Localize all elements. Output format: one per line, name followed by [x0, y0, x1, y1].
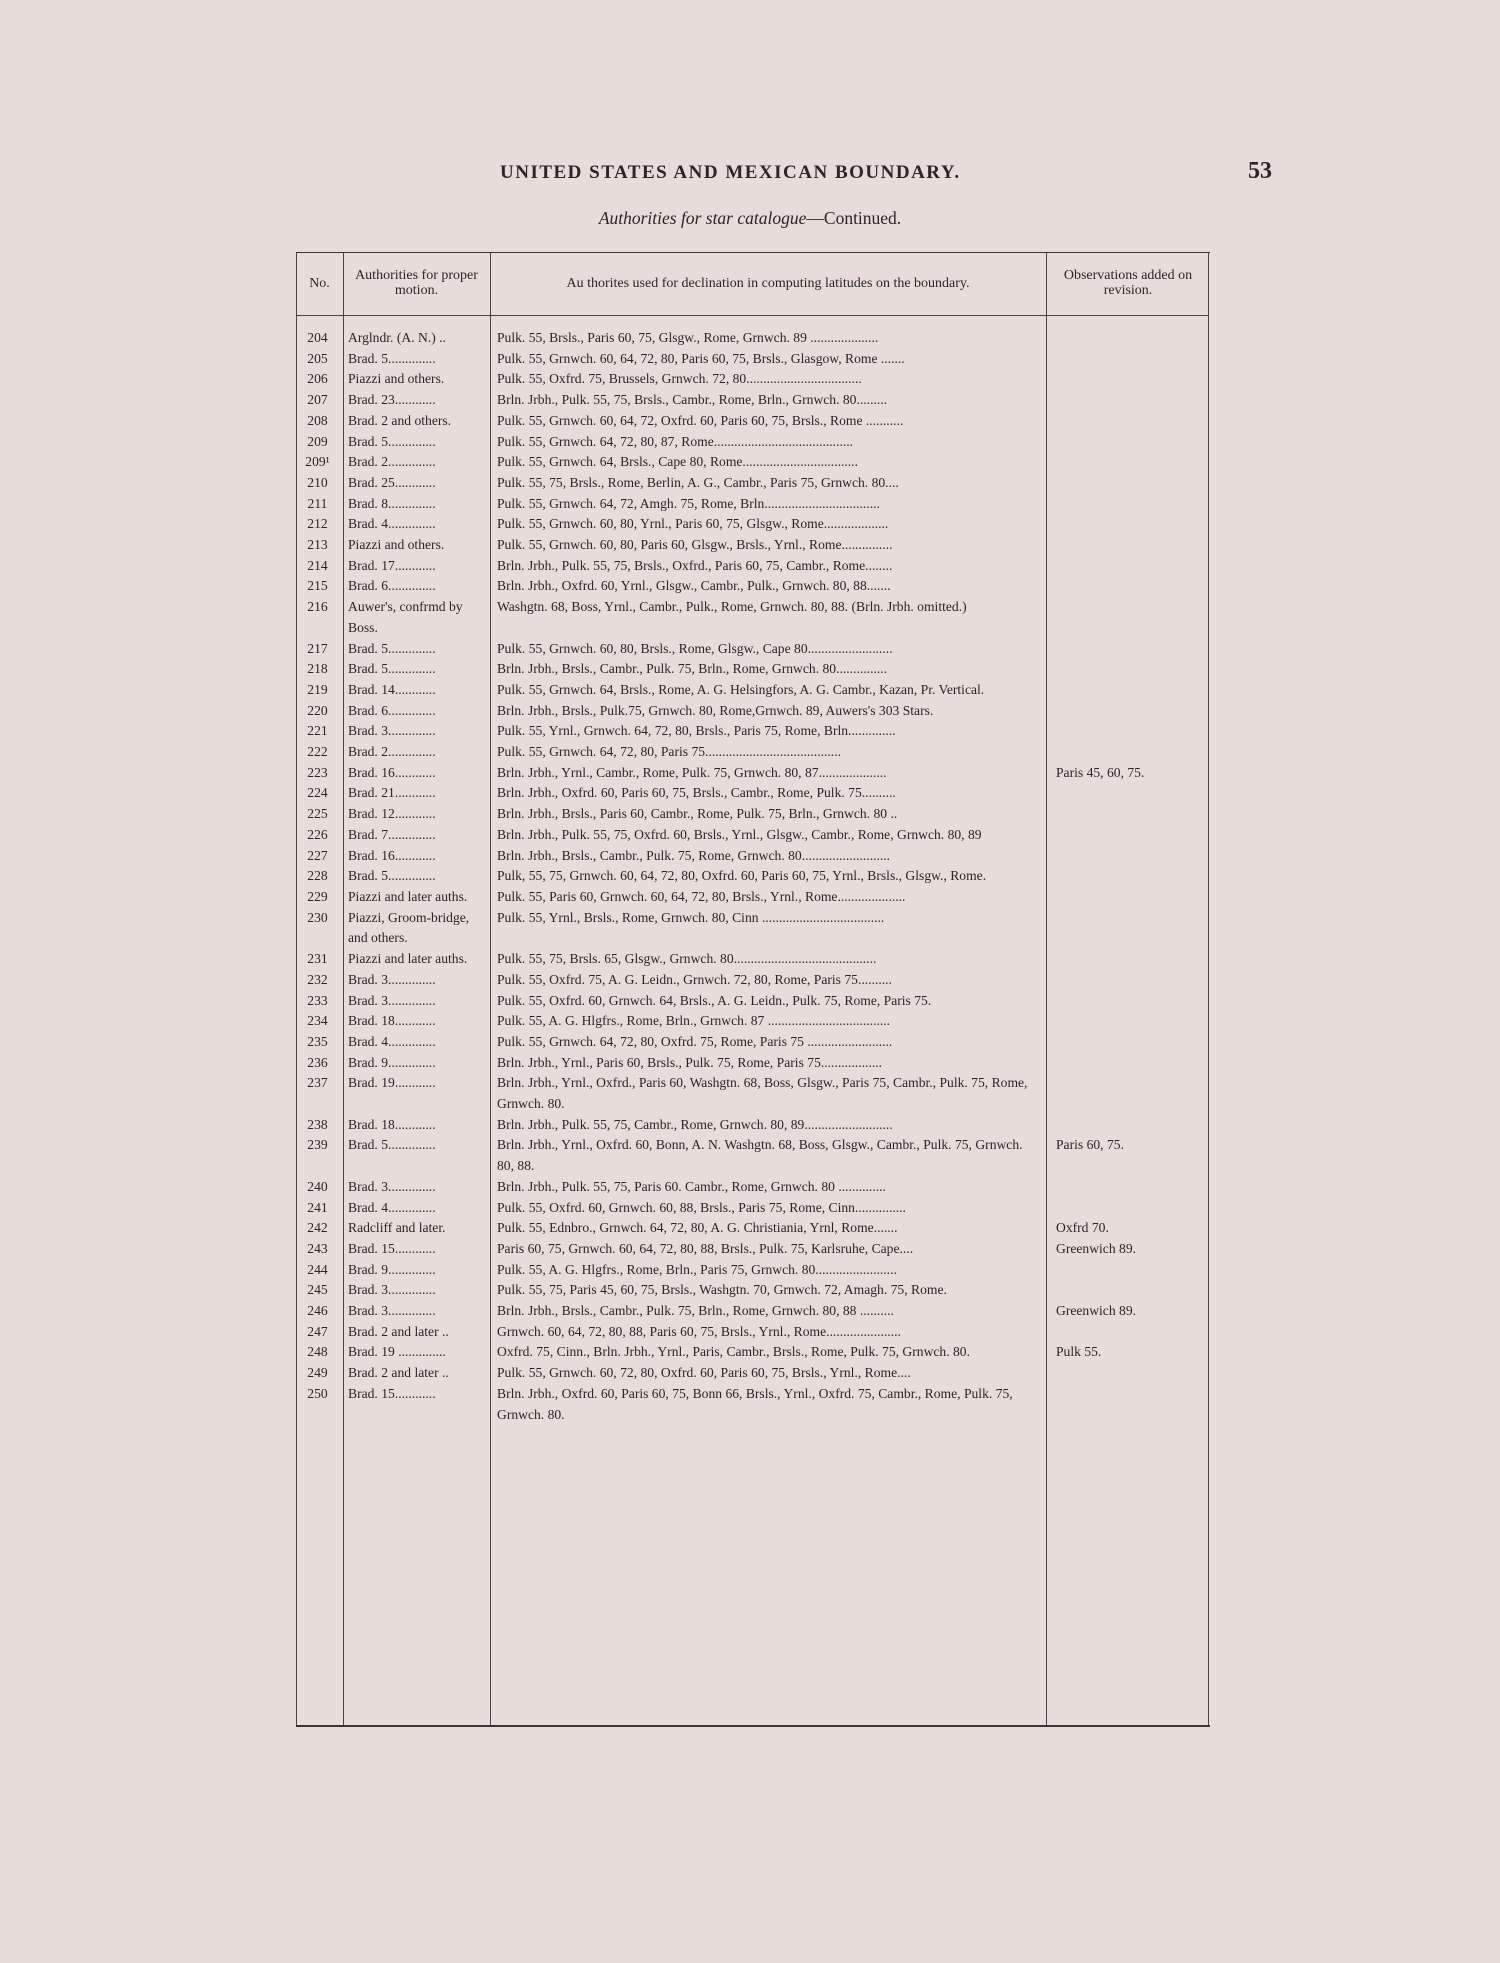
observations-cell [1046, 576, 1210, 597]
proper-motion-cell: Brad. 9.............. [348, 1054, 436, 1070]
observations-cell [1046, 494, 1210, 515]
row-number: 217 [307, 640, 328, 656]
declination-cell: Pulk. 55, Grnwch. 64, 72, 80, 87, Rome......................................... [497, 433, 854, 449]
table-row [296, 1115, 1210, 1136]
proper-motion-cell: Brad. 18............ [348, 1116, 436, 1132]
row-number: 229 [307, 888, 328, 904]
observations-cell [1046, 349, 1210, 370]
row-number: 220 [307, 702, 328, 718]
declination-cell: Grnwch. 60, 64, 72, 80, 88, Paris 60, 75, Brsls., Yrnl., Rome...................... [497, 1323, 901, 1339]
table-row [296, 494, 1210, 515]
table-row [296, 908, 1210, 949]
proper-motion-cell: Radcliff and later. [348, 1220, 446, 1236]
observations-cell [1046, 1322, 1210, 1343]
row-number: 226 [307, 826, 328, 842]
declination-cell: Pulk. 55, A. G. Hlgfrs., Rome, Brln., Grnwch. 87 .................................... [497, 1013, 891, 1029]
proper-motion-cell: Brad. 5.............. [348, 640, 436, 656]
table-row [296, 970, 1210, 991]
table-row [296, 742, 1210, 763]
table-row [296, 825, 1210, 846]
table-row [296, 473, 1210, 494]
row-number: 232 [307, 971, 328, 987]
observations-cell [1046, 866, 1210, 887]
proper-motion-cell: Brad. 2 and later .. [348, 1323, 449, 1339]
proper-motion-cell: Piazzi and later auths. [348, 888, 468, 904]
table-row [296, 1053, 1210, 1074]
row-number: 223 [307, 764, 328, 780]
declination-cell: Brln. Jrbh., Yrnl., Paris 60, Brsls., Pulk. 75, Rome, Paris 75.................. [497, 1054, 883, 1070]
table-row [296, 1239, 1210, 1260]
observations-cell [1046, 721, 1210, 742]
row-number: 209¹ [305, 454, 330, 470]
observations-cell [1046, 639, 1210, 660]
table-row [296, 452, 1210, 473]
declination-cell: Pulk. 55, 75, Brsls. 65, Glsgw., Grnwch. 80.......................................... [497, 951, 877, 967]
declination-cell: Brln. Jrbh., Brsls., Cambr., Pulk. 75, Brln., Rome, Grnwch. 80, 88 .......... [497, 1303, 894, 1319]
row-number: 245 [307, 1282, 328, 1298]
declination-cell: Pulk. 55, Grnwch. 64, Brsls., Rome, A. G. Helsingfors, A. G. Cambr., Kazan, Pr. Vertical. [497, 681, 985, 697]
observations-cell [1046, 1073, 1210, 1114]
declination-cell: Brln. Jrbh., Yrnl., Cambr., Rome, Pulk. 75, Grnwch. 80, 87.................... [497, 764, 887, 780]
declination-cell: Washgtn. 68, Boss, Yrnl., Cambr., Pulk., Rome, Grnwch. 80, 88. (Brln. Jrbh. omitted.) [497, 599, 967, 615]
proper-motion-cell: Brad. 6.............. [348, 702, 436, 718]
observations-cell [1046, 1011, 1210, 1032]
table-row [296, 556, 1210, 577]
proper-motion-cell: Brad. 6.............. [348, 578, 436, 594]
row-number: 211 [307, 495, 328, 511]
declination-cell: Pulk. 55, Grnwch. 64, Brsls., Cape 80, Rome.................................. [497, 454, 858, 470]
declination-cell: Brln. Jrbh., Brsls., Paris 60, Cambr., Rome, Pulk. 75, Brln., Grnwch. 80 .. [497, 806, 898, 822]
table-row [296, 1384, 1210, 1425]
table-row [296, 680, 1210, 701]
table-row [296, 1011, 1210, 1032]
row-number: 231 [307, 951, 328, 967]
proper-motion-cell: Brad. 15............ [348, 1385, 436, 1401]
table-body [296, 253, 1210, 1425]
declination-cell: Brln. Jrbh., Brsls., Pulk.75, Grnwch. 80, Rome,Grnwch. 89, Auwers's 303 Stars. [497, 702, 934, 718]
observations-cell [1046, 908, 1210, 949]
proper-motion-cell: Brad. 14............ [348, 681, 436, 697]
declination-cell: Pulk. 55, Oxfrd. 75, A. G. Leidn., Grnwch. 72, 80, Rome, Paris 75.......... [497, 971, 892, 987]
declination-cell: Pulk. 55, Yrnl., Grnwch. 64, 72, 80, Brsls., Paris 75, Rome, Brln.............. [497, 723, 896, 739]
table-row [296, 1260, 1210, 1281]
col-header-observations: Observations added on revision. [1063, 268, 1193, 298]
observations-cell [1046, 846, 1210, 867]
proper-motion-cell: Auwer's, confrmd by Boss. [348, 599, 463, 635]
row-number: 241 [307, 1199, 328, 1215]
proper-motion-cell: Brad. 2 and later .. [348, 1365, 449, 1381]
observations-cell [1046, 390, 1210, 411]
declination-cell: Brln. Jrbh., Pulk. 55, 75, Paris 60. Cambr., Rome, Grnwch. 80 .............. [497, 1178, 886, 1194]
row-number: 230 [307, 909, 328, 925]
declination-cell: Brln. Jrbh., Pulk. 55, 75, Cambr., Rome, Grnwch. 80, 89.......................... [497, 1116, 893, 1132]
observations-cell: Greenwich 89. [1056, 1303, 1137, 1319]
table-row [296, 1218, 1210, 1239]
row-number: 238 [307, 1116, 328, 1132]
table-row [296, 411, 1210, 432]
proper-motion-cell: Brad. 18............ [348, 1013, 436, 1029]
row-number: 235 [307, 1033, 328, 1049]
proper-motion-cell: Brad. 16............ [348, 847, 436, 863]
declination-cell: Pulk. 55, Grnwch. 60, 80, Paris 60, Glsgw., Brsls., Yrnl., Rome............... [497, 537, 893, 553]
declination-cell: Paris 60, 75, Grnwch. 60, 64, 72, 80, 88, Brsls., Pulk. 75, Karlsruhe, Cape.... [497, 1240, 914, 1256]
proper-motion-cell: Brad. 3.............. [348, 1282, 436, 1298]
row-number: 213 [307, 537, 328, 553]
star-catalogue-table [296, 252, 1210, 1727]
table-row [296, 514, 1210, 535]
row-number: 208 [307, 412, 328, 428]
observations-cell [1046, 473, 1210, 494]
row-number: 250 [307, 1385, 328, 1401]
col-header-declination: Au thorites used for declination in computing latitudes on the boundary. [566, 275, 970, 291]
row-number: 210 [307, 474, 328, 490]
proper-motion-cell: Brad. 12............ [348, 806, 436, 822]
row-number: 204 [307, 330, 328, 345]
table-row [296, 1177, 1210, 1198]
declination-cell: Pulk. 55, Yrnl., Brsls., Rome, Grnwch. 80, Cinn .................................... [497, 909, 885, 925]
proper-motion-cell: Brad. 4.............. [348, 1033, 436, 1049]
observations-cell [1046, 804, 1210, 825]
row-number: 214 [307, 557, 328, 573]
declination-cell: Brln. Jrbh., Oxfrd. 60, Paris 60, 75, Bonn 66, Brsls., Yrnl., Oxfrd. 75, Cambr., Rome, Pulk. 75, Grnwch. 80. [497, 1385, 1013, 1422]
row-number: 218 [307, 661, 328, 677]
row-number: 246 [307, 1303, 328, 1319]
observations-cell [1046, 949, 1210, 970]
observations-cell [1046, 556, 1210, 577]
col-header-no: No. [309, 275, 330, 291]
observations-cell [1046, 825, 1210, 846]
declination-cell: Pulk. 55, Grnwch. 64, 72, Amgh. 75, Rome, Brln.................................. [497, 495, 880, 511]
declination-cell: Pulk, 55, 75, Grnwch. 60, 64, 72, 80, Oxfrd. 60, Paris 60, 75, Yrnl., Brsls., Glsgw., Rome. [497, 868, 987, 884]
observations-cell [1046, 514, 1210, 535]
table-row [296, 576, 1210, 597]
proper-motion-cell: Brad. 19............ [348, 1075, 436, 1091]
table-row [296, 991, 1210, 1012]
observations-cell [1046, 411, 1210, 432]
proper-motion-cell: Brad. 2.............. [348, 744, 436, 760]
table-row [296, 369, 1210, 390]
table-row [296, 887, 1210, 908]
proper-motion-cell: Brad. 7.............. [348, 826, 436, 842]
row-number: 216 [307, 599, 328, 615]
proper-motion-cell: Brad. 3.............. [348, 971, 436, 987]
table-row [296, 1363, 1210, 1384]
table-row [296, 597, 1210, 638]
row-number: 205 [307, 350, 328, 366]
declination-cell: Pulk. 55, Ednbro., Grnwch. 64, 72, 80, A. G. Christiania, Yrnl, Rome....... [497, 1220, 898, 1236]
observations-cell [1046, 1280, 1210, 1301]
proper-motion-cell: Brad. 23............ [348, 392, 436, 408]
declination-cell: Brln. Jrbh., Yrnl., Oxfrd., Paris 60, Washgtn. 68, Boss, Glsgw., Paris 75, Cambr., Pulk. 75, Rome, Grnwch. 80. [497, 1075, 1028, 1112]
table-row [296, 1032, 1210, 1053]
declination-cell: Pulk. 55, Grnwch. 64, 72, 80, Oxfrd. 75, Rome, Paris 75 ......................... [497, 1033, 893, 1049]
declination-cell: Brln. Jrbh., Brsls., Cambr., Pulk. 75, Rome, Grnwch. 80.......................... [497, 847, 891, 863]
observations-cell [1046, 328, 1210, 349]
proper-motion-cell: Brad. 5.............. [348, 1137, 436, 1153]
declination-cell: Brln. Jrbh., Pulk. 55, 75, Brsls., Cambr., Rome, Brln., Grnwch. 80......... [497, 392, 888, 408]
declination-cell: Pulk. 55, Grnwch. 64, 72, 80, Paris 75........................................ [497, 744, 841, 760]
row-number: 207 [307, 392, 328, 408]
observations-cell [1046, 452, 1210, 473]
table-row [296, 783, 1210, 804]
table-row [296, 763, 1210, 784]
observations-cell [1046, 701, 1210, 722]
proper-motion-cell: Piazzi and later auths. [348, 951, 468, 967]
running-title: UNITED STATES AND MEXICAN BOUNDARY. [500, 162, 961, 183]
row-number: 225 [307, 806, 328, 822]
declination-cell: Brln. Jrbh., Oxfrd. 60, Paris 60, 75, Brsls., Cambr., Rome, Pulk. 75.......... [497, 785, 896, 801]
observations-cell [1046, 680, 1210, 701]
proper-motion-cell: Piazzi and others. [348, 371, 445, 387]
row-number: 243 [307, 1240, 328, 1256]
observations-cell [1046, 1053, 1210, 1074]
declination-cell: Pulk. 55, Grnwch. 60, 72, 80, Oxfrd. 60, Paris 60, 75, Brsls., Yrnl., Rome.... [497, 1365, 911, 1381]
row-number: 227 [307, 847, 328, 863]
row-number: 212 [307, 516, 328, 532]
col-header-proper-motion: Authorities for proper motion. [355, 268, 478, 298]
observations-cell: Oxfrd 70. [1056, 1220, 1109, 1236]
proper-motion-cell: Brad. 4.............. [348, 1199, 436, 1215]
declination-cell: Pulk. 55, Brsls., Paris 60, 75, Glsgw., Rome, Grnwch. 89 .................... [497, 330, 879, 345]
table-row [296, 846, 1210, 867]
declination-cell: Brln. Jrbh., Pulk. 55, 75, Oxfrd. 60, Brsls., Yrnl., Glsgw., Cambr., Rome, Grnwch. 80, 89 [497, 826, 982, 842]
observations-cell [1046, 597, 1210, 638]
page-number: 53 [1248, 158, 1272, 184]
table-row [296, 866, 1210, 887]
spacer-row [296, 313, 1210, 328]
row-number: 237 [307, 1075, 328, 1091]
observations-cell [1046, 970, 1210, 991]
table-row [296, 804, 1210, 825]
row-number: 228 [307, 868, 328, 884]
table-caption [0, 208, 1500, 229]
table-row [296, 535, 1210, 556]
proper-motion-cell: Brad. 3.............. [348, 1178, 436, 1194]
row-number: 233 [307, 992, 328, 1008]
proper-motion-cell: Brad. 2 and others. [348, 412, 452, 428]
table-row [296, 1135, 1210, 1176]
row-number: 219 [307, 681, 328, 697]
observations-cell [1046, 1177, 1210, 1198]
observations-cell [1046, 1363, 1210, 1384]
row-number: 209 [307, 433, 328, 449]
proper-motion-cell: Brad. 15............ [348, 1240, 436, 1256]
observations-cell [1046, 887, 1210, 908]
row-number: 249 [307, 1365, 328, 1381]
declination-cell: Pulk. 55, Grnwch. 60, 80, Brsls., Rome, Glsgw., Cape 80......................... [497, 640, 893, 656]
proper-motion-cell: Arglndr. (A. N.) .. [348, 330, 446, 345]
declination-cell: Pulk. 55, Oxfrd. 60, Grnwch. 64, Brsls., A. G. Leidn., Pulk. 75, Rome, Paris 75. [497, 992, 932, 1008]
table-row [296, 1073, 1210, 1114]
observations-cell [1046, 783, 1210, 804]
proper-motion-cell: Brad. 21............ [348, 785, 436, 801]
table-row [296, 721, 1210, 742]
declination-cell: Pulk. 55, Grnwch. 60, 80, Yrnl., Paris 60, 75, Glsgw., Rome................... [497, 516, 889, 532]
proper-motion-cell: Brad. 5.............. [348, 433, 436, 449]
proper-motion-cell: Brad. 8.............. [348, 495, 436, 511]
observations-cell [1046, 432, 1210, 453]
observations-cell [1046, 1384, 1210, 1425]
proper-motion-cell: Brad. 3.............. [348, 992, 436, 1008]
declination-cell: Pulk. 55, Oxfrd. 75, Brussels, Grnwch. 72, 80.................................. [497, 371, 862, 387]
caption-italic: Authorities for star catalogue [598, 208, 807, 228]
observations-cell [1046, 535, 1210, 556]
row-number: 206 [307, 371, 328, 387]
page-header [0, 160, 1500, 190]
table-row [296, 349, 1210, 370]
row-number: 215 [307, 578, 328, 594]
proper-motion-cell: Piazzi and others. [348, 537, 445, 553]
observations-cell [1046, 991, 1210, 1012]
row-number: 248 [307, 1344, 328, 1360]
table-row [296, 390, 1210, 411]
observations-cell: Greenwich 89. [1056, 1240, 1137, 1256]
table-row [296, 432, 1210, 453]
proper-motion-cell: Brad. 4.............. [348, 516, 436, 532]
row-number: 244 [307, 1261, 328, 1277]
observations-cell [1046, 1032, 1210, 1053]
table-row [296, 1198, 1210, 1219]
proper-motion-cell: Brad. 5.............. [348, 350, 436, 366]
proper-motion-cell: Piazzi, Groom-bridge, and others. [348, 909, 470, 946]
observations-cell [1046, 742, 1210, 763]
row-number: 234 [307, 1013, 328, 1029]
row-number: 242 [307, 1220, 328, 1236]
declination-cell: Brln. Jrbh., Oxfrd. 60, Yrnl., Glsgw., Cambr., Pulk., Grnwch. 80, 88....... [497, 578, 891, 594]
table-row [296, 1322, 1210, 1343]
table-row [296, 701, 1210, 722]
proper-motion-cell: Brad. 2.............. [348, 454, 436, 470]
row-number: 236 [307, 1054, 328, 1070]
observations-cell: Paris 45, 60, 75. [1056, 764, 1145, 780]
declination-cell: Pulk. 55, A. G. Hlgfrs., Rome, Brln., Paris 75, Grnwch. 80........................ [497, 1261, 897, 1277]
row-number: 240 [307, 1178, 328, 1194]
row-number: 247 [307, 1323, 328, 1339]
proper-motion-cell: Brad. 5.............. [348, 661, 436, 677]
declination-cell: Pulk. 55, Paris 60, Grnwch. 60, 64, 72, 80, Brsls., Yrnl., Rome.................... [497, 888, 906, 904]
observations-cell [1046, 1260, 1210, 1281]
table-row [296, 1342, 1210, 1363]
observations-cell [1046, 369, 1210, 390]
header-row [296, 253, 1210, 313]
table-row [296, 659, 1210, 680]
table-row [296, 1280, 1210, 1301]
declination-cell: Brln. Jrbh., Pulk. 55, 75, Brsls., Oxfrd., Paris 60, 75, Cambr., Rome........ [497, 557, 893, 573]
declination-cell: Pulk. 55, 75, Brsls., Rome, Berlin, A. G., Cambr., Paris 75, Grnwch. 80.... [497, 474, 899, 490]
declination-cell: Pulk. 55, Grnwch. 60, 64, 72, Oxfrd. 60, Paris 60, 75, Brsls., Rome ........... [497, 412, 904, 428]
proper-motion-cell: Brad. 3.............. [348, 723, 436, 739]
caption-rest: —Continued. [806, 208, 902, 228]
declination-cell: Oxfrd. 75, Cinn., Brln. Jrbh., Yrnl., Paris, Cambr., Brsls., Rome, Pulk. 75, Grnwch. 80. [497, 1344, 970, 1360]
proper-motion-cell: Brad. 5.............. [348, 868, 436, 884]
table-row [296, 639, 1210, 660]
declination-cell: Pulk. 55, Grnwch. 60, 64, 72, 80, Paris 60, 75, Brsls., Glasgow, Rome ....... [497, 350, 905, 366]
declination-cell: Brln. Jrbh., Yrnl., Oxfrd. 60, Bonn, A. N. Washgtn. 68, Boss, Glsgw., Cambr., Pulk. 75, Grnwch. 80, 88. [497, 1137, 1023, 1174]
proper-motion-cell: Brad. 19 .............. [348, 1344, 446, 1360]
row-number: 221 [307, 723, 328, 739]
observations-cell [1046, 1115, 1210, 1136]
observations-cell [1046, 659, 1210, 680]
declination-cell: Pulk. 55, 75, Paris 45, 60, 75, Brsls., Washgtn. 70, Grnwch. 72, Amagh. 75, Rome. [497, 1282, 947, 1298]
proper-motion-cell: Brad. 16............ [348, 764, 436, 780]
row-number: 224 [307, 785, 328, 801]
proper-motion-cell: Brad. 17............ [348, 557, 436, 573]
row-number: 239 [307, 1137, 328, 1153]
proper-motion-cell: Brad. 9.............. [348, 1261, 436, 1277]
row-number: 222 [307, 744, 328, 760]
observations-cell: Pulk 55. [1056, 1344, 1102, 1360]
proper-motion-cell: Brad. 3.............. [348, 1303, 436, 1319]
observations-cell [1046, 1198, 1210, 1219]
table-row [296, 1301, 1210, 1322]
table-row [296, 328, 1210, 349]
declination-cell: Brln. Jrbh., Brsls., Cambr., Pulk. 75, Brln., Rome, Grnwch. 80............... [497, 661, 888, 677]
proper-motion-cell: Brad. 25............ [348, 474, 436, 490]
observations-cell: Paris 60, 75. [1056, 1137, 1124, 1153]
table-row [296, 949, 1210, 970]
declination-cell: Pulk. 55, Oxfrd. 60, Grnwch. 60, 88, Brsls., Paris 75, Rome, Cinn............... [497, 1199, 906, 1215]
